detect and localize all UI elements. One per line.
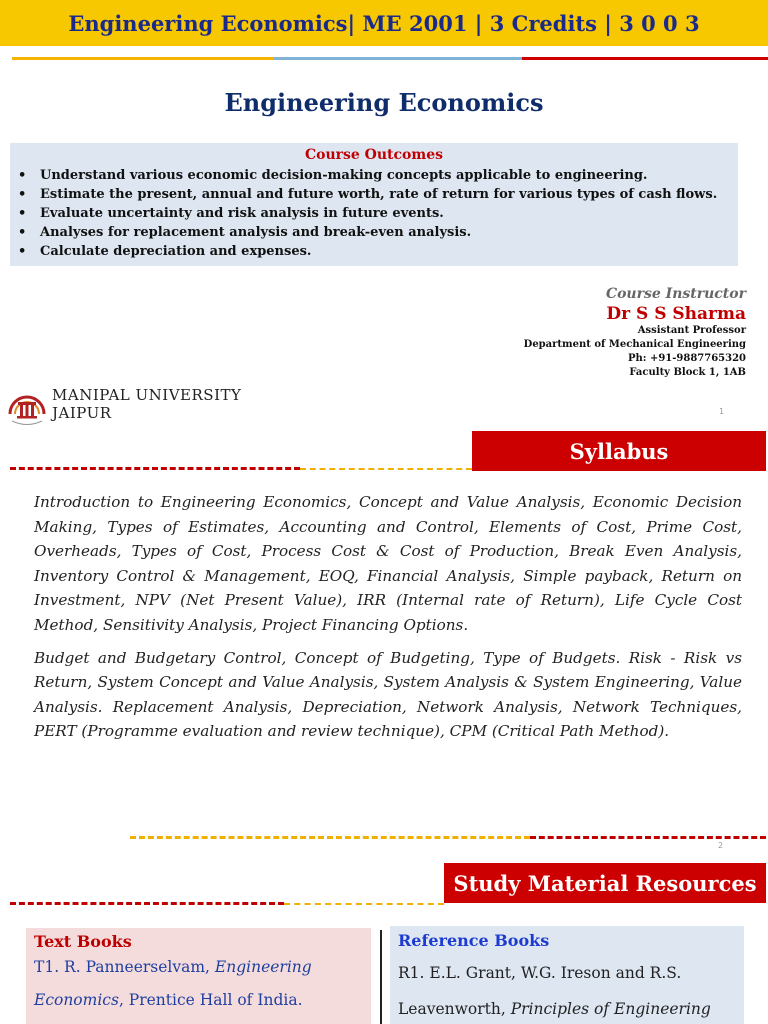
column-divider [380, 930, 382, 1024]
text-books-heading: Text Books [34, 932, 132, 951]
rule-yellow [12, 57, 274, 60]
text-book-title: Economics [34, 991, 119, 1009]
rule-blue [274, 57, 522, 60]
outcome-item: • Estimate the present, annual and future worth, rate of return for various types of cash flows. [10, 185, 717, 204]
syllabus-paragraph: Budget and Budgetary Control, Concept of Budgeting, Type of Budgets. Risk - Risk vs Return, System Concept and Value Analysis, System Analysis & System Engineering, Value Analysis. Replacement Analysis, Depreciation, Network Analysis, Network Techniques, PERT (Programme evaluation and review technique), CPM (Critical Path Method). [34, 648, 742, 741]
syllabus-body [34, 490, 742, 752]
text-book-line [34, 991, 303, 1009]
instructor-name: Dr S S Sharma [606, 304, 746, 324]
syllabus-paragraph: Introduction to Engineering Economics, Concept and Value Analysis, Economic Decision Making, Types of Estimates, Accounting and Control, Elements of Cost, Prime Cost, Overheads, Types of Cost, Process Cost & Cost of Production, Break Even Analysis, Inventory Control & Management, EOQ, Financial Analysis, Simple payback, Return on Investment, NPV (Net Present Value), IRR (Internal rate of Return), Life Cycle Cost Method, Sensitivity Analysis, Project Financing Options. [34, 493, 742, 634]
dashed-rule [284, 903, 444, 905]
course-outcomes-box [10, 143, 738, 266]
reference-books-heading: Reference Books [398, 931, 550, 950]
university-logo [6, 384, 266, 430]
text-books-box [26, 928, 371, 1024]
rule-red [522, 57, 768, 60]
instructor-office: Faculty Block 1, 1AB [629, 367, 746, 378]
course-outcomes-heading: Course Outcomes [304, 147, 443, 163]
dashed-rule [130, 836, 530, 839]
instructor-phone: Ph: +91-9887765320 [628, 353, 746, 364]
instructor-designation: Assistant Professor [637, 325, 746, 336]
outcome-item: • Understand various economic decision-making concepts applicable to engineering. [10, 166, 717, 185]
dashed-rule [530, 836, 766, 839]
text-book-author: T1. R. Panneerselvam, [34, 958, 215, 976]
instructor-role: Course Instructor [605, 286, 746, 302]
course-outcomes-list [10, 166, 717, 261]
page-number: 2 [718, 841, 724, 850]
syllabus-heading: Syllabus [472, 431, 766, 471]
study-material-heading: Study Material Resources [444, 863, 766, 903]
page-number: 1 [719, 407, 725, 416]
page-title: Engineering Economics [224, 88, 544, 117]
outcome-item: • Evaluate uncertainty and risk analysis in future events. [10, 204, 717, 223]
header-banner-text: Engineering Economics| ME 2001 | 3 Credits | 3 0 0 3 [68, 10, 700, 36]
instructor-block [524, 286, 746, 380]
university-emblem-icon [6, 388, 48, 428]
text-book-title: Engineering [214, 958, 312, 976]
outcome-item: • Analyses for replacement analysis and break-even analysis. [10, 223, 717, 242]
instructor-department: Department of Mechanical Engineering [523, 339, 746, 350]
dashed-rule [10, 467, 300, 470]
text-book-publisher: , Prentice Hall of India. [118, 991, 303, 1009]
dashed-rule [300, 468, 472, 470]
reference-book-line: R1. E.L. Grant, W.G. Ireson and R.S. [398, 964, 682, 982]
outcome-item: • Calculate depreciation and expenses. [10, 242, 717, 261]
logo-text-line2: JAIPUR [52, 404, 112, 422]
reference-book-line [398, 1000, 711, 1018]
text-book-line [34, 958, 312, 976]
reference-book-title: Principles of Engineering [510, 1000, 711, 1018]
reference-book-author: Leavenworth, [398, 1000, 511, 1018]
reference-books-box [390, 926, 744, 1024]
logo-text-line1: MANIPAL UNIVERSITY [52, 386, 242, 404]
dashed-rule [10, 902, 284, 905]
